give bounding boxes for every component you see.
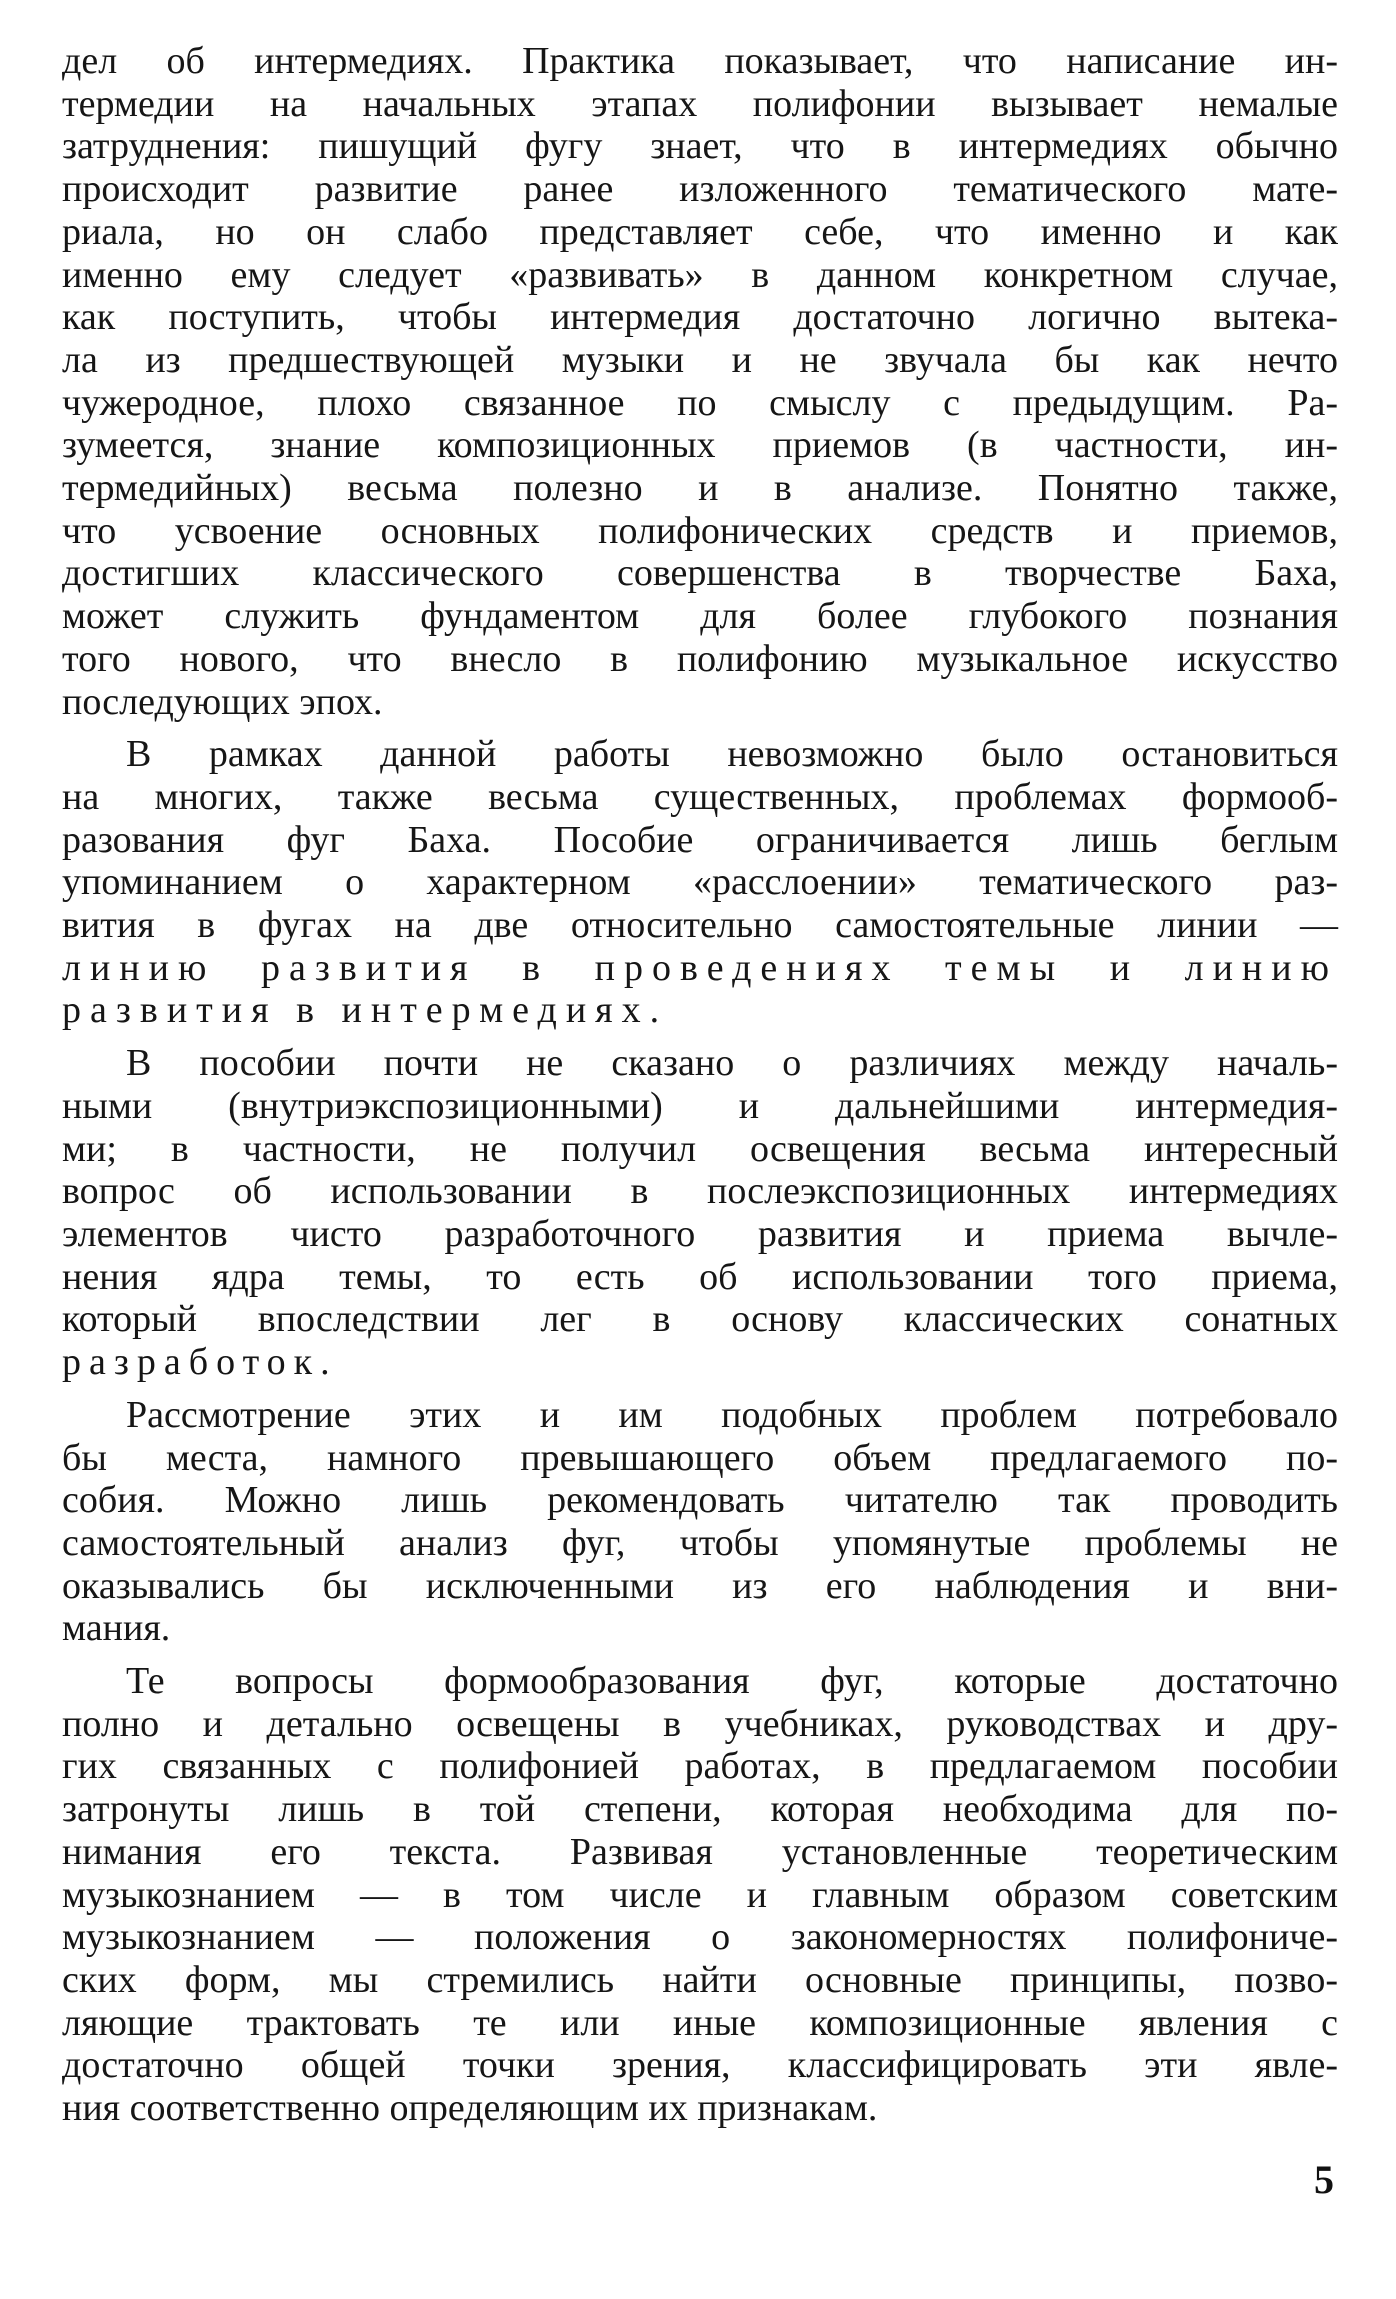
text-line: нения ядра темы, то есть об использовании того приема,	[62, 1255, 1338, 1298]
text-line: гих связанных с полифонией работах, в предлагаемом пособии	[62, 1745, 1338, 1788]
text-line: вопрос об использовании в послеэкспозиционных интермедиях	[62, 1170, 1338, 1213]
text-line: Рассмотрение этих и им подобных проблем потребовало	[126, 1393, 1338, 1436]
text-line-spaced: развития в интермедиях.	[62, 989, 669, 1032]
text-line: бы места, намного превышающего объем предлагаемого по-	[62, 1436, 1338, 1479]
text-line: чужеродное, плохо связанное по смыслу с предыдущим. Ра-	[62, 381, 1338, 424]
paragraph-4	[62, 1394, 1338, 1650]
text-line: термедии на начальных этапах полифонии вызывает немалые	[62, 82, 1338, 125]
text-line: элементов чисто разработочного развития и приема вычле-	[62, 1212, 1338, 1255]
text-line: мания.	[62, 1607, 171, 1650]
text-line: на многих, также весьма существенных, проблемах формооб-	[62, 775, 1338, 818]
text-line: оказывались бы исключенными из его наблюдения и вни-	[62, 1564, 1338, 1607]
text-line: происходит развитие ранее изложенного тематического мате-	[62, 168, 1338, 211]
paragraph-1	[62, 40, 1338, 723]
text-line: достаточно общей точки зрения, классифицировать эти явле-	[62, 2044, 1338, 2087]
text-line: дел об интермедиях. Практика показывает, что написание ин-	[62, 40, 1338, 82]
text-line: достигших классического совершенства в творчестве Баха,	[62, 552, 1338, 595]
text-line: как поступить, чтобы интермедия достаточно логично вытека-	[62, 296, 1338, 339]
text-line: затруднения: пишущий фугу знает, что в интермедиях обычно	[62, 125, 1338, 168]
text-line: разования фуг Баха. Пособие ограничивается лишь беглым	[62, 818, 1338, 861]
text-line: термедийных) весьма полезно и в анализе. Понятно также,	[62, 467, 1338, 510]
text-line: именно ему следует «развивать» в данном конкретном случае,	[62, 253, 1338, 296]
text-line: полно и детально освещены в учебниках, руководствах и дру-	[62, 1702, 1338, 1745]
text-line: ния соответственно определяющим их признакам.	[62, 2087, 878, 2130]
text-line-spaced: разработок.	[62, 1341, 338, 1384]
text-line: нимания его текста. Развивая установленные теоретическим	[62, 1830, 1338, 1873]
text-line: Те вопросы формообразования фуг, которые достаточно	[126, 1660, 1338, 1703]
text-line: ских форм, мы стремились найти основные принципы, позво-	[62, 1958, 1338, 2001]
text-line: собия. Можно лишь рекомендовать читателю так проводить	[62, 1479, 1338, 1522]
text-line: что усвоение основных полифонических средств и приемов,	[62, 509, 1338, 552]
text-line: упоминанием о характерном «расслоении» тематического раз-	[62, 861, 1338, 904]
text-line: ла из предшествующей музыки и не звучала бы как нечто	[62, 338, 1338, 381]
text-line: В пособии почти не сказано о различиях между началь-	[126, 1042, 1338, 1085]
page-number: 5	[1314, 2157, 1334, 2202]
text-line: вития в фугах на две относительно самостоятельные линии —	[62, 904, 1338, 947]
text-line: может служить фундаментом для более глубокого познания	[62, 595, 1338, 638]
paragraph-2	[62, 733, 1338, 1032]
text-line-spaced: линию развития в проведениях темы и линию	[62, 946, 1338, 989]
text-line: ляющие трактовать те или иные композиционные явления с	[62, 2001, 1338, 2044]
text-line: ми; в частности, не получил освещения весьма интересный	[62, 1127, 1338, 1170]
text-line: который впоследствии лег в основу классических сонатных	[62, 1298, 1338, 1341]
text-line: риала, но он слабо представляет себе, что именно и как	[62, 210, 1338, 253]
text-line: затронуты лишь в той степени, которая необходима для по-	[62, 1788, 1338, 1831]
paragraph-3	[62, 1042, 1338, 1384]
text-line: ными (внутриэкспозиционными) и дальнейшими интермедия-	[62, 1084, 1338, 1127]
text-line: В рамках данной работы невозможно было остановиться	[126, 733, 1338, 776]
page-body	[62, 40, 1338, 2130]
text-line: самостоятельный анализ фуг, чтобы упомянутые проблемы не	[62, 1521, 1338, 1564]
text-line: последующих эпох.	[62, 680, 383, 723]
paragraph-5	[62, 1660, 1338, 2130]
text-line: музыкознанием — положения о закономерностях полифониче-	[62, 1916, 1338, 1959]
text-line: того нового, что внесло в полифонию музыкальное искусство	[62, 637, 1338, 680]
text-line: зумеется, знание композиционных приемов (в частности, ин-	[62, 424, 1338, 467]
text-line: музыкознанием — в том числе и главным образом советским	[62, 1873, 1338, 1916]
